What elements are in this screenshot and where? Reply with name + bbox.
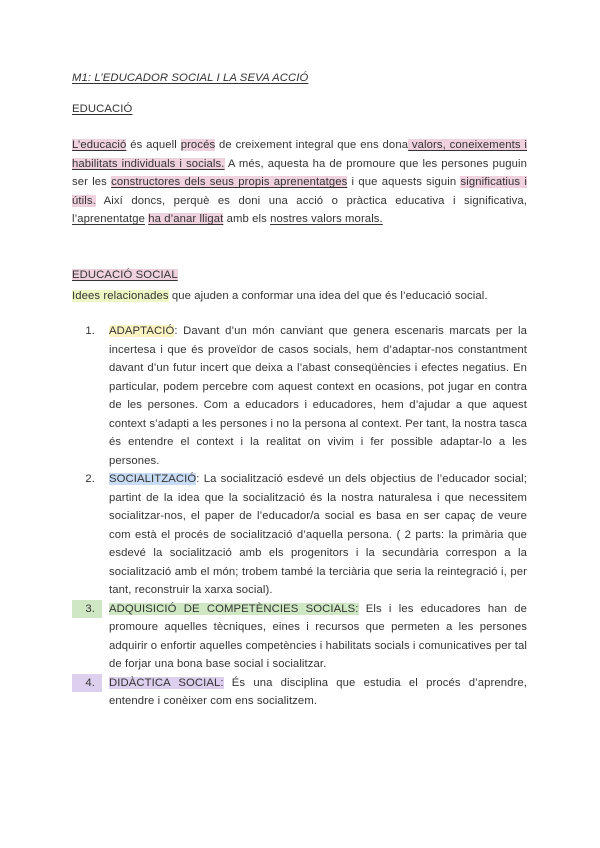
concept-list <box>72 322 527 711</box>
list-number: 2. <box>85 473 95 485</box>
item-text: Els i les educadores han de promoure aquelles tècniques, eines i recursos que permeten a les persones adquirir o enfortir aquelles competències i habilitats socials i comunicatives per tal de forjar una bona base social i socialitzar. <box>109 602 527 670</box>
intro-highlight: Idees relacionades <box>72 290 169 302</box>
educacio-paragraph: L’educació és aquell procés de creixement integral que ens dona valors, coneixements i habilitats individuals i socials. A més, aquesta ha de promoure que les persones puguin ser les constructores dels seus propis aprenentatges i que aquests siguin significatius i útils. Així doncs, perquè es doni una acció o pràctica educativa i significativa, l’aprenentatge ha d’anar lligat amb els nostres valors morals. <box>72 139 528 225</box>
item-label-didactica: DIDÀCTICA SOCIAL: <box>109 676 224 689</box>
term-proces: procés <box>180 139 216 151</box>
term-aprenentatge: l’aprenentatge <box>72 213 146 225</box>
educacio-social-intro: Idees relacionades que ajuden a conformar una idea del que és l’educació social. <box>72 290 488 302</box>
item-text: : Davant d’un món canviant que genera escenaris marcats per la incertesa i que és proveïdor de casos socials, hem d’adaptar-nos constantment davant d’un futur incert que deixa a l’abast conseqüències i efectes negatius. En particular, podem percebre com aquest context en ocasions, pot jugar en contra de les persones. Com a educadors i educadores, hem d’ajudar a que aquest context s’adapti a les persones i no la persona al context. Per tant, la nostra tasca és entendre el context i la realitat on vivim i fer possible adaptar-lo a les persones. <box>109 325 527 467</box>
list-item-didactica <box>72 674 527 711</box>
item-label-competencies: ADQUISICIÓ DE COMPETÈNCIES SOCIALS: <box>109 602 359 615</box>
list-item-socialitzacio <box>72 470 527 600</box>
item-label-socialitzacio: SOCIALITZACIÓ <box>109 473 197 485</box>
term-significatius: significatius i útils. <box>72 176 527 207</box>
section-heading-educacio: EDUCACIÓ <box>72 103 133 115</box>
list-item-adaptacio <box>72 322 527 470</box>
term-educacio: L’educació <box>72 139 127 151</box>
item-label-adaptacio: ADAPTACIÓ <box>109 325 175 337</box>
term-constructores: constructores dels seus propis aprenentatges <box>111 176 348 188</box>
list-number: 3. <box>72 600 102 619</box>
term-valors-morals: nostres valors morals. <box>270 213 383 225</box>
item-text: És una disciplina que estudia el procés d’aprendre, entendre i conèixer com ens socialitzem. <box>109 676 528 707</box>
list-item-competencies <box>72 600 527 674</box>
list-number: 4. <box>72 674 102 693</box>
item-text: : La socialització esdevé un dels objectius de l’educador social; partint de la idea que la socialització és la nostra naturalesa i que necessitem socialitzar-nos, el paper de l’educador/a social es basa en ser capaç de veure com està el procés de socialització d’aquella persona. ( 2 parts: la primària que esdevé la socialització amb els progenitors i la secundària correspon a la socialització amb el món; trobem també la terciària que seria la reintegració i, per tant, reconstruir la xarxa social). <box>109 473 527 596</box>
section-heading-educacio-social: EDUCACIÓ SOCIAL <box>72 269 178 281</box>
list-number: 1. <box>85 325 95 337</box>
term-valors: valors, coneixements i habilitats individuals i socials. <box>72 139 527 170</box>
term-lligat: ha d’anar lligat <box>148 213 224 225</box>
page-title: M1: L’EDUCADOR SOCIAL I LA SEVA ACCIÓ <box>72 72 309 84</box>
